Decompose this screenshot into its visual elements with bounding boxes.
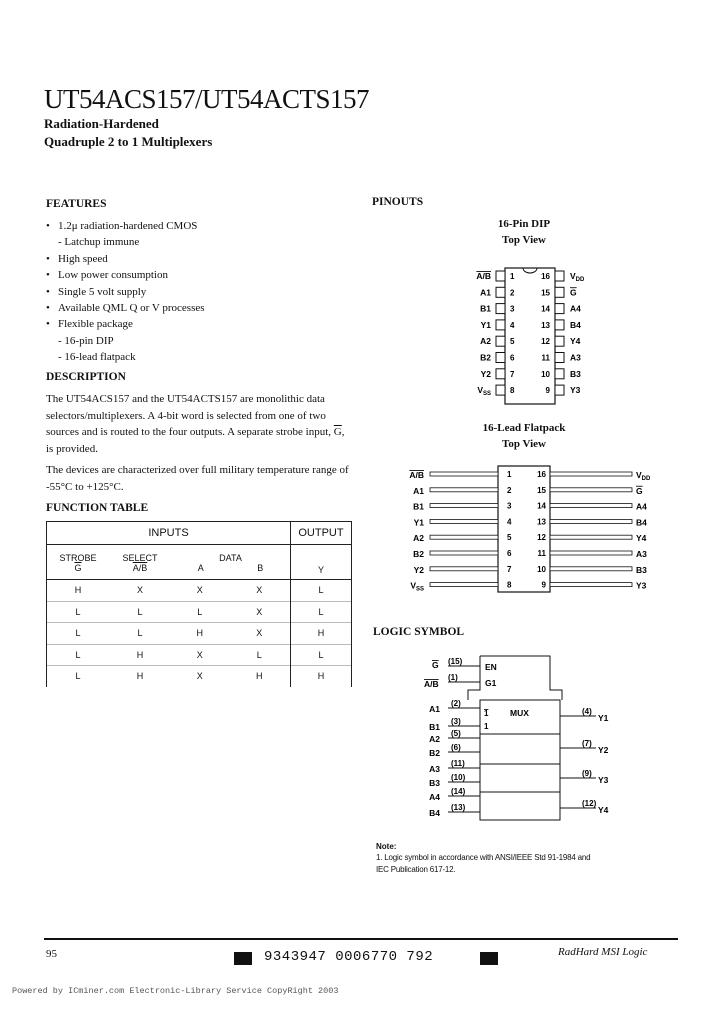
dip-pin-number: 10	[541, 369, 550, 379]
dip-pin-number: 13	[541, 320, 550, 330]
flatpack-pin-number: 4	[507, 517, 512, 527]
watermark-text: Powered by ICminer.com Electronic-Library Service CopyRight 2003	[12, 986, 339, 996]
flatpack-pin-label: Y3	[636, 580, 647, 591]
dip-pin-number: 14	[541, 304, 550, 314]
barcode-block-right	[480, 952, 498, 965]
logic-input-pin: (3)	[451, 717, 461, 726]
dip-pin-left	[496, 385, 505, 395]
dip-pin-right	[555, 304, 564, 314]
flatpack-pin-label-main: V	[636, 470, 642, 480]
flatpack-pin-number: 12	[537, 533, 546, 543]
dip-pin-label-main: V	[570, 271, 576, 281]
table-cell: X	[171, 666, 229, 687]
flatpack-pin-label	[636, 470, 651, 482]
features-heading: FEATURES	[46, 198, 107, 210]
dip-pin-number: 11	[541, 353, 550, 363]
dip-pin-right	[555, 369, 564, 379]
inputs-header: INPUTS	[47, 522, 291, 545]
dip-pin-number: 5	[510, 337, 515, 347]
flatpack-lead-left	[430, 535, 498, 539]
logic-output-pin: (9)	[582, 769, 592, 778]
logic-input-pin: (13)	[451, 803, 466, 812]
bullet-icon: •	[46, 301, 50, 314]
flatpack-pin-number: 10	[537, 564, 546, 574]
dip-pin-number: 7	[510, 369, 515, 379]
ab-input-pin: (1)	[448, 673, 458, 682]
logic-input-label: B2	[429, 748, 440, 758]
mux-label: MUX	[510, 708, 529, 718]
bullet-icon: •	[46, 318, 50, 331]
table-row	[47, 623, 352, 645]
barcode-number: 9343947 0006770 792	[264, 949, 434, 965]
flatpack-view: Top View	[502, 438, 546, 450]
flatpack-lead-left	[430, 504, 498, 508]
bullet-icon: •	[46, 269, 50, 282]
table-cell: X	[229, 580, 291, 602]
dip-pin-right	[555, 271, 564, 281]
dip-pin-number: 1	[510, 272, 515, 281]
dip-pin-number: 8	[510, 386, 515, 396]
description-text: The UT54ACS157 and the UT54ACTS157 are monolithic data selectors/multiplexers. A 4-bit word is selected from one of two sources and is routed to the four outputs. A separate strobe input,	[46, 393, 334, 438]
dip-pin-label: B1	[480, 303, 491, 314]
flatpack-lead-right	[550, 519, 632, 523]
description-heading: DESCRIPTION	[46, 371, 126, 383]
table-cell: X	[171, 580, 229, 602]
table-cell: L	[291, 580, 352, 602]
logic-input-label: A4	[429, 792, 440, 802]
dip-title: 16-Pin DIP	[497, 218, 551, 230]
table-cell: L	[109, 601, 171, 623]
dip-pin-number: 6	[510, 353, 515, 363]
table-row	[47, 601, 352, 623]
flatpack-pin-label: A2	[413, 533, 424, 544]
flatpack-pin-number: 2	[507, 485, 512, 495]
flatpack-pin-number: 11	[537, 549, 546, 558]
table-row	[47, 666, 352, 687]
page-number: 95	[46, 948, 57, 960]
flatpack-pin-label: B1	[413, 501, 424, 512]
logic-symbol-heading: LOGIC SYMBOL	[373, 626, 465, 638]
flatpack-pin-label: B4	[636, 517, 647, 528]
strobe-symbol: $\overline{G}$	[333, 426, 342, 438]
select-label: SELECT	[122, 553, 158, 563]
flatpack-pin-label: A1	[413, 485, 424, 496]
logic-input-pin: (6)	[451, 743, 461, 752]
flatpack-lead-left	[430, 472, 498, 476]
dip-pin-left	[496, 320, 505, 330]
dip-pin-left	[496, 304, 505, 314]
dip-view: Top View	[502, 234, 546, 246]
data-b-label: B	[257, 563, 264, 573]
flatpack-pin-label-main: V	[410, 580, 416, 591]
ab-input-label: A/B	[424, 679, 439, 689]
description-paragraph-1	[46, 391, 351, 457]
flatpack-pin-label: G	[636, 485, 643, 496]
data-subheaders	[171, 563, 290, 573]
dip-pin-left	[496, 369, 505, 379]
flatpack-title: 16-Lead Flatpack	[482, 422, 566, 434]
dip-pin-label: Y4	[570, 336, 581, 347]
bullet-icon: •	[46, 220, 50, 232]
table-cell: L	[291, 601, 352, 623]
flatpack-lead-right	[550, 583, 632, 587]
logic-output-label: Y4	[598, 805, 609, 815]
dip-pin-label	[477, 385, 491, 397]
feature-text: Low power consumption	[58, 269, 168, 282]
y-label: Y	[317, 565, 324, 575]
dip-pin-right	[555, 353, 564, 363]
function-table-heading: FUNCTION TABLE	[46, 502, 149, 514]
dip-pin-label: Y2	[480, 368, 491, 379]
flatpack-lead-right	[550, 535, 632, 539]
strobe-column-header	[47, 545, 110, 580]
dip-pin-left	[496, 287, 505, 297]
logic-input-label: B3	[429, 778, 440, 788]
feature-text: - Latchup immune	[58, 236, 140, 249]
logic-output-pin: (7)	[582, 739, 592, 748]
dip-pin-label-subscript: SS	[482, 391, 491, 398]
function-table	[46, 521, 352, 687]
dip-pin-left	[496, 271, 505, 281]
flatpack-pin-label: Y2	[413, 564, 424, 575]
dip-pin-label: A4	[570, 303, 581, 314]
logic-output-label: Y3	[598, 775, 609, 785]
feature-item	[46, 286, 346, 302]
mux-body	[480, 700, 560, 820]
flatpack-pin-label	[410, 581, 424, 593]
table-cell: L	[291, 644, 352, 666]
table-cell: L	[47, 666, 110, 687]
table-row	[47, 644, 352, 666]
logic-output-label: Y2	[598, 745, 609, 755]
flatpack-pin-label: B3	[636, 564, 647, 575]
dip-pin-label	[570, 271, 585, 283]
table-cell: H	[109, 666, 171, 687]
feature-text: - 16-lead flatpack	[58, 351, 136, 364]
flatpack-pin-number: 3	[507, 501, 512, 511]
g1-label: G1	[485, 678, 497, 688]
logic-output-label: Y1	[598, 713, 609, 723]
table-cell: X	[229, 623, 291, 645]
flatpack-pin-number: 13	[537, 517, 546, 527]
dip-package-diagram	[440, 262, 620, 412]
flatpack-pin-label: A/B	[409, 470, 424, 480]
subtitle-line-2: Quadruple 2 to 1 Multiplexers	[44, 134, 213, 149]
dip-pin-label: B4	[570, 319, 581, 330]
dip-pin-label: B3	[570, 368, 581, 379]
feature-text: - 16-pin DIP	[58, 334, 114, 347]
table-cell: H	[47, 580, 110, 602]
table-cell: L	[47, 644, 110, 666]
flatpack-lead-right	[550, 472, 632, 476]
logic-input-pin: (11)	[451, 759, 465, 768]
table-cell: H	[291, 623, 352, 645]
flatpack-package-diagram	[390, 462, 670, 596]
feature-item	[46, 318, 346, 334]
dip-pin-label: A1	[480, 287, 491, 298]
dip-pin-label-subscript: DD	[575, 277, 585, 283]
table-cell: L	[109, 623, 171, 645]
flatpack-lead-left	[430, 519, 498, 523]
flatpack-pin-number: 16	[537, 470, 546, 479]
feature-text: High speed	[58, 252, 108, 265]
flatpack-lead-right	[550, 567, 632, 571]
flatpack-pin-number: 1	[507, 470, 512, 479]
select-column-header	[109, 545, 171, 580]
dip-pin-right	[555, 336, 564, 346]
table-cell: H	[291, 666, 352, 687]
dip-pin-label: Y3	[570, 385, 581, 396]
one-label: 1	[484, 722, 489, 731]
dip-pin-label: A2	[480, 336, 491, 347]
dip-pin-label: A3	[570, 352, 581, 363]
flatpack-pin-number: 14	[537, 501, 546, 511]
flatpack-pin-number: 9	[541, 580, 546, 590]
flatpack-lead-right	[550, 551, 632, 555]
logic-symbol-diagram	[400, 652, 640, 832]
flatpack-pin-label: B2	[413, 549, 424, 559]
strobe-label: STROBE	[59, 553, 97, 563]
dip-pin-label-main: V	[477, 385, 483, 396]
dip-pin-number: 3	[510, 304, 515, 314]
dip-pin-label: B2	[480, 352, 491, 363]
flatpack-pin-label-subscript: DD	[641, 476, 651, 482]
features-list	[46, 220, 346, 368]
flatpack-lead-left	[430, 567, 498, 571]
feature-item	[46, 351, 346, 367]
dip-pin-right	[555, 385, 564, 395]
logic-input-pin: (14)	[451, 787, 466, 796]
table-cell: X	[171, 644, 229, 666]
footer-brand: RadHard MSI Logic	[558, 946, 648, 958]
logic-input-pin: (2)	[451, 699, 461, 708]
pinouts-heading: PINOUTS	[372, 196, 424, 208]
logic-output-pin: (12)	[582, 799, 597, 808]
flatpack-lead-right	[550, 488, 632, 492]
bullet-icon: •	[46, 285, 50, 298]
dip-pin-left	[496, 336, 505, 346]
feature-item	[46, 236, 346, 252]
flatpack-lead-left	[430, 488, 498, 492]
feature-text: 1.2μ radiation-hardened CMOS	[58, 220, 198, 232]
logic-input-pin: (5)	[451, 729, 461, 738]
note-line-2: IEC Publication 617-12.	[376, 865, 456, 874]
g-input-pin: (15)	[448, 657, 463, 666]
table-cell: L	[171, 601, 229, 623]
logic-input-label: B1	[429, 722, 440, 732]
flatpack-pin-label: Y4	[636, 533, 647, 544]
feature-text: Available QML Q or V processes	[58, 301, 205, 314]
dip-pin-label: G	[570, 287, 577, 298]
subtitle-line-1: Radiation-Hardened	[44, 116, 159, 131]
data-a-label: A	[197, 563, 204, 573]
y-column-header	[291, 545, 352, 580]
logic-input-label: A1	[429, 704, 440, 714]
table-cell: X	[109, 580, 171, 602]
table-cell: H	[109, 644, 171, 666]
description-text-end: , is provided.	[46, 426, 345, 455]
feature-item	[46, 269, 346, 285]
dip-pin-number: 4	[510, 320, 515, 330]
feature-item	[46, 335, 346, 351]
table-cell: X	[229, 601, 291, 623]
flatpack-pin-number: 5	[507, 533, 512, 543]
description-paragraph-2: The devices are characterized over full military temperature range of -55°C to +125°C.	[46, 464, 349, 493]
logic-input-label: B4	[429, 808, 440, 818]
dip-pin-label: Y1	[480, 319, 491, 330]
flatpack-pin-number: 6	[507, 549, 512, 558]
feature-item	[46, 302, 346, 318]
barcode-block-left	[234, 952, 252, 965]
table-cell: L	[47, 601, 110, 623]
dip-pin-number: 15	[541, 288, 550, 298]
feature-item	[46, 253, 346, 269]
note-heading: Note:	[376, 842, 397, 851]
footer-rule	[44, 938, 678, 940]
table-cell: L	[47, 623, 110, 645]
flatpack-pin-label: Y1	[413, 517, 424, 528]
logic-input-label: A3	[429, 764, 440, 774]
table-row	[47, 580, 352, 602]
flatpack-lead-left	[430, 583, 498, 587]
flatpack-lead-right	[550, 504, 632, 508]
dip-notch	[523, 268, 537, 273]
data-label: DATA	[219, 553, 242, 563]
g-input-label: G	[432, 660, 439, 670]
flatpack-pin-label: A3	[636, 549, 647, 559]
dip-pin-number: 16	[541, 272, 550, 281]
document-title: UT54ACS157/UT54ACTS157	[44, 84, 370, 114]
en-label: EN	[485, 662, 497, 672]
dip-pin-label: A/B	[476, 271, 491, 281]
dip-pin-number: 12	[541, 337, 550, 347]
flatpack-lead-left	[430, 551, 498, 555]
flatpack-pin-number: 8	[507, 580, 512, 590]
output-header: OUTPUT	[291, 522, 352, 545]
select-symbol: A/B	[132, 563, 148, 573]
table-cell: L	[229, 644, 291, 666]
dip-pin-right	[555, 320, 564, 330]
bullet-icon: •	[46, 252, 50, 265]
dip-pin-number: 2	[510, 288, 515, 298]
note-line-1: 1. Logic symbol in accordance with ANSI/IEEE Std 91-1984 and	[376, 853, 591, 862]
one-bar-label: 1	[484, 709, 489, 718]
data-column-header	[171, 545, 291, 580]
feature-text: Single 5 volt supply	[58, 285, 147, 298]
logic-input-pin: (10)	[451, 773, 466, 782]
control-box-left	[468, 656, 480, 700]
dip-pin-number: 9	[545, 386, 550, 396]
table-cell: H	[229, 666, 291, 687]
table-cell: H	[171, 623, 229, 645]
flatpack-pin-number: 7	[507, 564, 512, 574]
feature-item	[46, 220, 346, 236]
logic-input-label: A2	[429, 734, 440, 744]
logic-output-pin: (4)	[582, 707, 592, 716]
dip-pin-left	[496, 353, 505, 363]
flatpack-pin-label: A4	[636, 501, 647, 512]
flatpack-pin-label-subscript: SS	[415, 586, 424, 593]
dip-pin-right	[555, 287, 564, 297]
feature-text: Flexible package	[58, 318, 133, 331]
strobe-symbol-g: $\overline{G}$	[74, 563, 82, 573]
flatpack-pin-number: 15	[537, 485, 546, 495]
